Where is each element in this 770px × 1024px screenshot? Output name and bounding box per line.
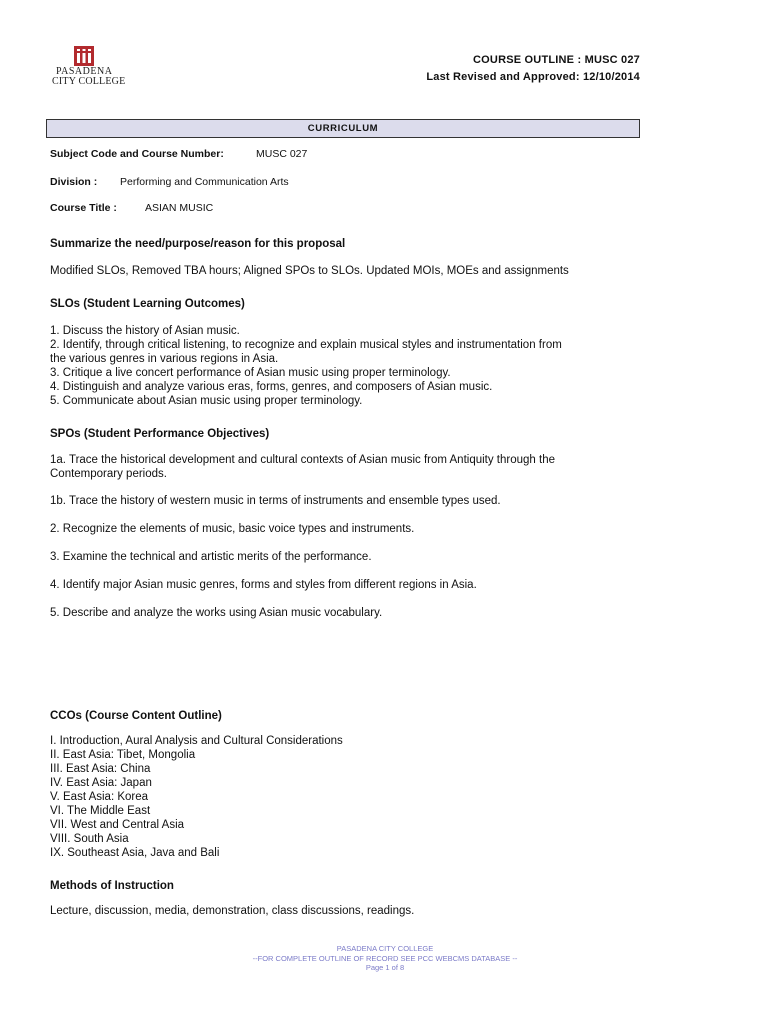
spo-item-3: 3. Examine the technical and artistic merits of the performance. [50, 551, 372, 563]
spo-line: Contemporary periods. [50, 468, 167, 480]
curriculum-bar: CURRICULUM [46, 119, 640, 138]
list-item: VII. West and Central Asia [50, 819, 185, 831]
list-item: IV. East Asia: Japan [50, 777, 152, 789]
list-item: VIII. South Asia [50, 833, 129, 845]
slos-list [50, 324, 650, 408]
spo-item-1a [50, 453, 650, 481]
list-item: 5. Communicate about Asian music using proper terminology. [50, 395, 363, 407]
title-label: Course Title : [50, 202, 117, 214]
list-item: 2. Identify, through critical listening, to recognize and explain musical styles and instrumentation from [50, 339, 562, 351]
list-item: 1. Discuss the history of Asian music. [50, 325, 240, 337]
spo-item-4: 4. Identify major Asian music genres, forms and styles from different regions in Asia. [50, 579, 477, 591]
spo-line: 1a. Trace the historical development and cultural contexts of Asian music from Antiquity through the [50, 454, 555, 466]
ccos-list [50, 734, 650, 860]
methods-heading: Methods of Instruction [50, 880, 174, 892]
list-item: 3. Critique a live concert performance of Asian music using proper terminology. [50, 367, 451, 379]
slos-heading: SLOs (Student Learning Outcomes) [50, 298, 245, 310]
spo-item-5: 5. Describe and analyze the works using Asian music vocabulary. [50, 607, 383, 619]
page-number: Page 1 of 8 [365, 963, 405, 972]
logo-text-line2: CITY COLLEGE [52, 76, 126, 87]
division-value: Performing and Communication Arts [120, 176, 289, 188]
proposal-text: Modified SLOs, Removed TBA hours; Aligned SPOs to SLOs. Updated MOIs, MOEs and assignments [50, 265, 569, 277]
proposal-heading: Summarize the need/purpose/reason for this proposal [50, 238, 346, 250]
footer-line1: PASADENA CITY COLLEGE [336, 944, 434, 953]
page-footer [0, 944, 770, 973]
list-item: I. Introduction, Aural Analysis and Cultural Considerations [50, 735, 343, 747]
logo-text-line1: PASADENA [56, 66, 113, 77]
subject-label: Subject Code and Course Number: [50, 148, 224, 160]
division-label: Division : [50, 176, 98, 188]
ccos-heading: CCOs (Course Content Outline) [50, 710, 222, 722]
methods-text: Lecture, discussion, media, demonstration, class discussions, readings. [50, 905, 415, 917]
last-revised: Last Revised and Approved: 12/10/2014 [426, 71, 640, 83]
spo-item-2: 2. Recognize the elements of music, basic voice types and instruments. [50, 523, 415, 535]
footer-line2: --FOR COMPLETE OUTLINE OF RECORD SEE PCC WEBCMS DATABASE -- [252, 953, 518, 963]
college-logo [50, 44, 130, 90]
list-item: VI. The Middle East [50, 805, 151, 817]
subject-value: MUSC 027 [256, 148, 308, 160]
list-item: II. East Asia: Tibet, Mongolia [50, 749, 196, 761]
list-item: 4. Distinguish and analyze various eras, forms, genres, and composers of Asian music. [50, 381, 493, 393]
spos-heading: SPOs (Student Performance Objectives) [50, 428, 270, 440]
list-item: the various genres in various regions in Asia. [50, 353, 279, 365]
title-value: ASIAN MUSIC [145, 202, 214, 214]
list-item: III. East Asia: China [50, 763, 151, 775]
spo-item-1b: 1b. Trace the history of western music in terms of instruments and ensemble types used. [50, 495, 501, 507]
course-outline-title: COURSE OUTLINE : MUSC 027 [473, 54, 640, 66]
list-item: IX. Southeast Asia, Java and Bali [50, 847, 220, 859]
list-item: V. East Asia: Korea [50, 791, 149, 803]
